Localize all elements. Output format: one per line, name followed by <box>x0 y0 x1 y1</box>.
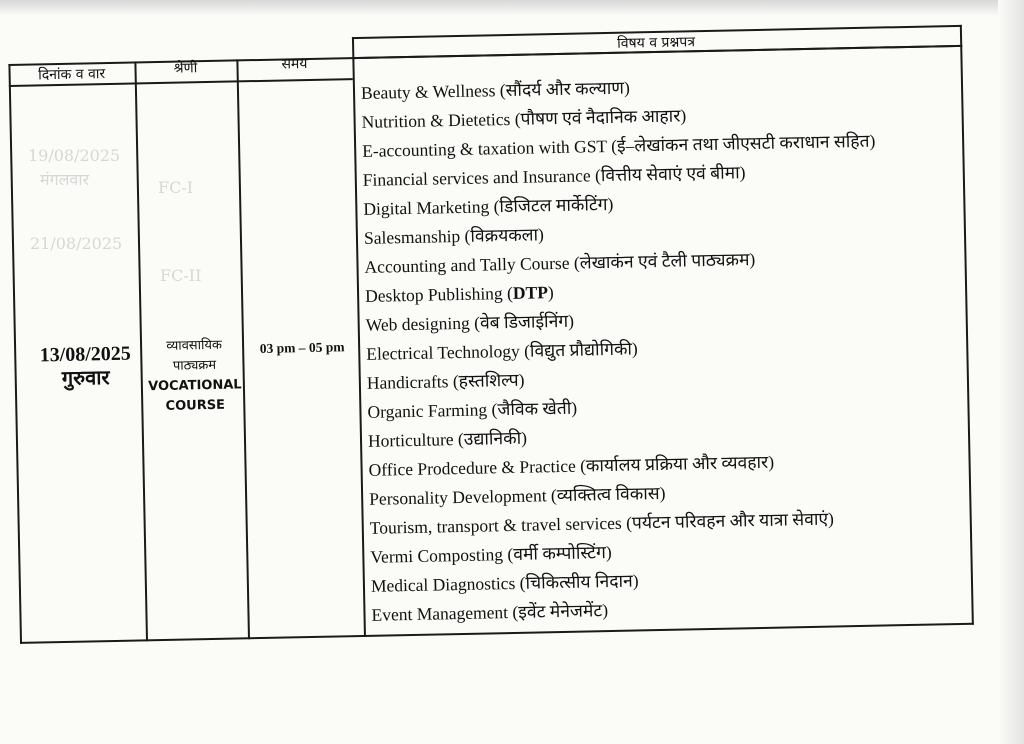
dtp-acronym: DTP <box>512 282 549 303</box>
subject-item: Electrical Technology (विद्युत प्रौद्योगिकी) <box>366 338 638 364</box>
subject-item: Event Management (इवेंट मेनेजमेंट) <box>371 600 609 625</box>
bleed-through-date-1: 19/08/2025 <box>28 146 121 165</box>
subject-item: Accounting and Tally Course (लेखाकंन एवं टैली पाठ्यक्रम) <box>364 249 756 277</box>
subject-item: Nutrition & Dietetics (पौषण एवं नैदानिक आहार) <box>361 105 687 132</box>
subject-item: Salesmanship (विक्रयकला) <box>363 224 545 248</box>
header-subject-paper: विषय व प्रश्नपत्र <box>617 34 696 52</box>
table-border-left <box>8 64 21 644</box>
subject-item: Tourism, transport & travel services (पर्यटन परिवहन और यात्रा सेवाएं) <box>369 508 835 538</box>
date-cell <box>28 341 143 391</box>
category-cell <box>144 335 246 417</box>
category-hindi-line-1: व्यावसायिक <box>166 337 223 354</box>
bleed-through-category-1: FC-I <box>158 178 194 197</box>
subject-item: Medical Diagnostics (चिकित्सीय निदान) <box>370 570 639 596</box>
category-hindi-line-2: पाठ्यक्रम <box>172 357 217 374</box>
time-cell: 03 pm – 05 pm <box>259 339 345 357</box>
subject-item: Financial services and Insurance (वित्तीय सेवाएं एवं बीमा) <box>362 162 746 190</box>
subject-item: Vermi Composting (वर्मी कम्पोस्टिंग) <box>370 541 612 567</box>
subject-item: Digital Marketing (डिजिटल मार्केटिंग) <box>363 193 614 219</box>
bleed-through-date-2: 21/08/2025 <box>30 234 123 253</box>
subject-item: Handicrafts (हस्तशिल्प) <box>366 369 525 393</box>
header-category: श्रेणी <box>173 60 198 77</box>
bleed-through-day-1: मंगलवार <box>40 170 90 189</box>
subject-item: Desktop Publishing (DTP) <box>364 282 554 306</box>
subject-item: Web designing (वेब डिजाईनिंग) <box>365 310 575 335</box>
subject-item: Office Prodcedure & Practice (कार्यालय प्रक्रिया और व्यवहार) <box>368 451 775 480</box>
table-border-right <box>960 25 974 625</box>
subject-item: Personality Development (व्यक्तित्व विकास) <box>369 482 666 509</box>
subject-item: Beauty & Wellness (सौंदर्य और कल्याण) <box>360 77 630 103</box>
category-english-line-1: VOCATIONAL <box>148 377 242 395</box>
subject-item: Horticulture (उद्यानिकी) <box>367 427 528 451</box>
category-english-line-2: COURSE <box>165 397 226 414</box>
exam-day: गुरुवार <box>61 367 110 390</box>
schedule-table <box>8 25 974 644</box>
exam-date: 13/08/2025 <box>39 342 132 367</box>
header-time: समय <box>281 55 308 73</box>
subject-item: Organic Farming (जैविक खेती) <box>367 397 578 422</box>
header-date-day: दिनांक व वार <box>37 66 106 84</box>
bleed-through-category-2: FC-II <box>160 266 202 285</box>
subject-item: E-accounting & taxation with GST (ई–लेखांकन तथा जीएसटी कराधान सहित) <box>362 130 876 161</box>
